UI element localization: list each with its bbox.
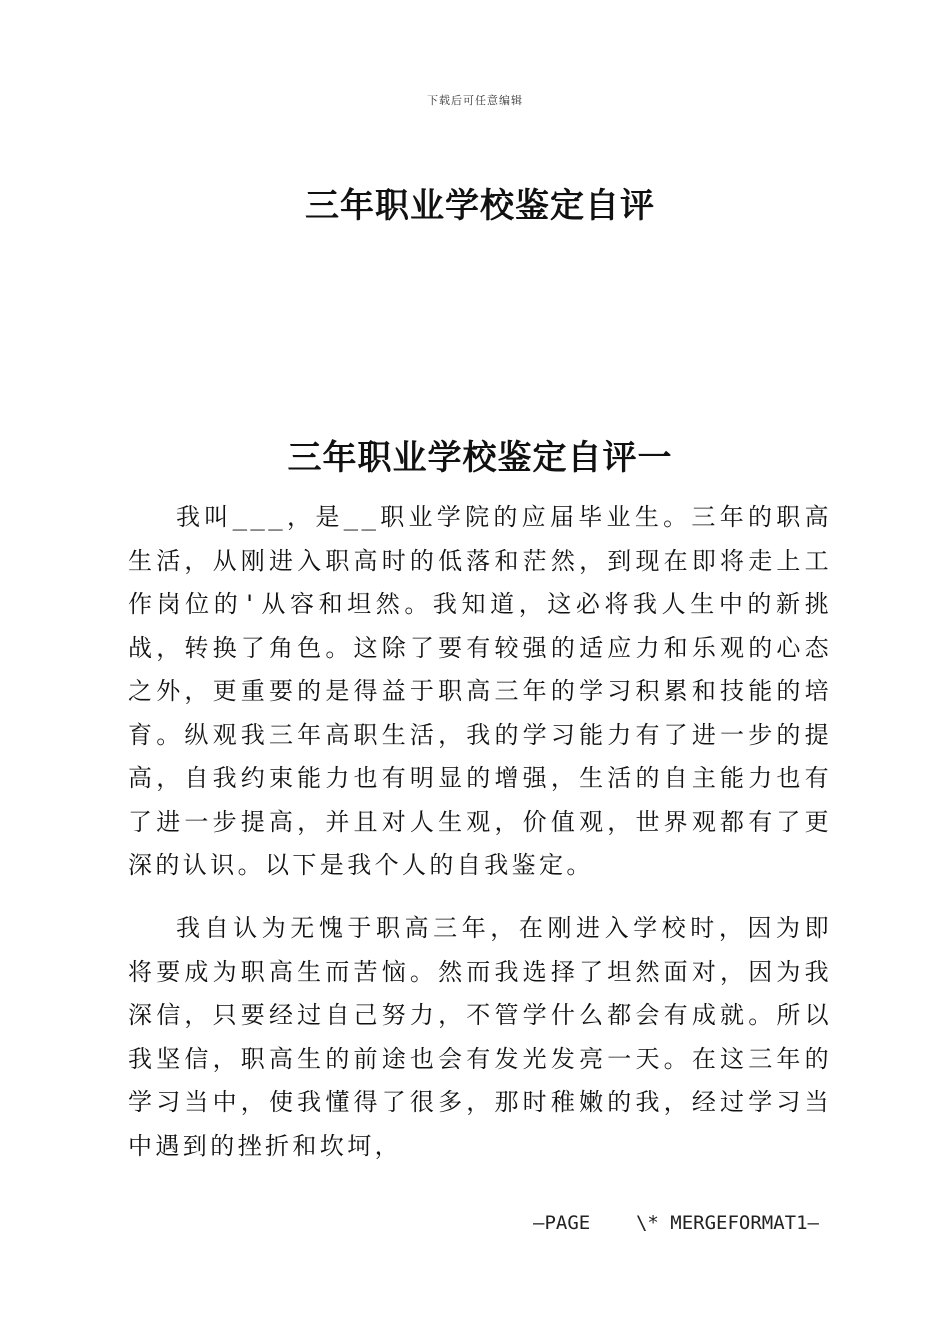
body-paragraph: 我叫___，是__职业学院的应届毕业生。三年的职高生活，从刚进入职高时的低落和茫然，到现在即将走上工作岗位的'从容和坦然。我知道，这必将我人生中的新挑战，转换了角色。这除了要有较强的适应力和乐观的心态之外，更重要的是得益于职高三年的学习积累和技能的培育。纵观我三年高职生活，我的学习能力有了进一步的提高，自我约束能力也有明显的增强，生活的自主能力也有了进一步提高，并且对人生观，价值观，世界观都有了更深的认识。以下是我个人的自我鉴定。 xyxy=(128,503,832,879)
header-note: 下载后可任意编辑 xyxy=(427,94,523,107)
body-paragraph-1-container xyxy=(128,496,832,888)
page-footer: —PAGE \* MERGEFORMAT1— xyxy=(533,1212,819,1234)
body-paragraph: 我自认为无愧于职高三年，在刚进入学校时，因为即将要成为职高生而苦恼。然而我选择了坦然面对，因为我深信，只要经过自己努力，不管学什么都会有成就。所以我坚信，职高生的前途也会有发光发亮一天。在这三年的学习当中，使我懂得了很多，那时稚嫩的我，经过学习当中遇到的挫折和坎坷， xyxy=(128,914,832,1160)
section-title: 三年职业学校鉴定自评一 xyxy=(287,438,673,478)
document-title: 三年职业学校鉴定自评 xyxy=(305,186,655,226)
body-paragraph-2-container xyxy=(128,907,832,1168)
